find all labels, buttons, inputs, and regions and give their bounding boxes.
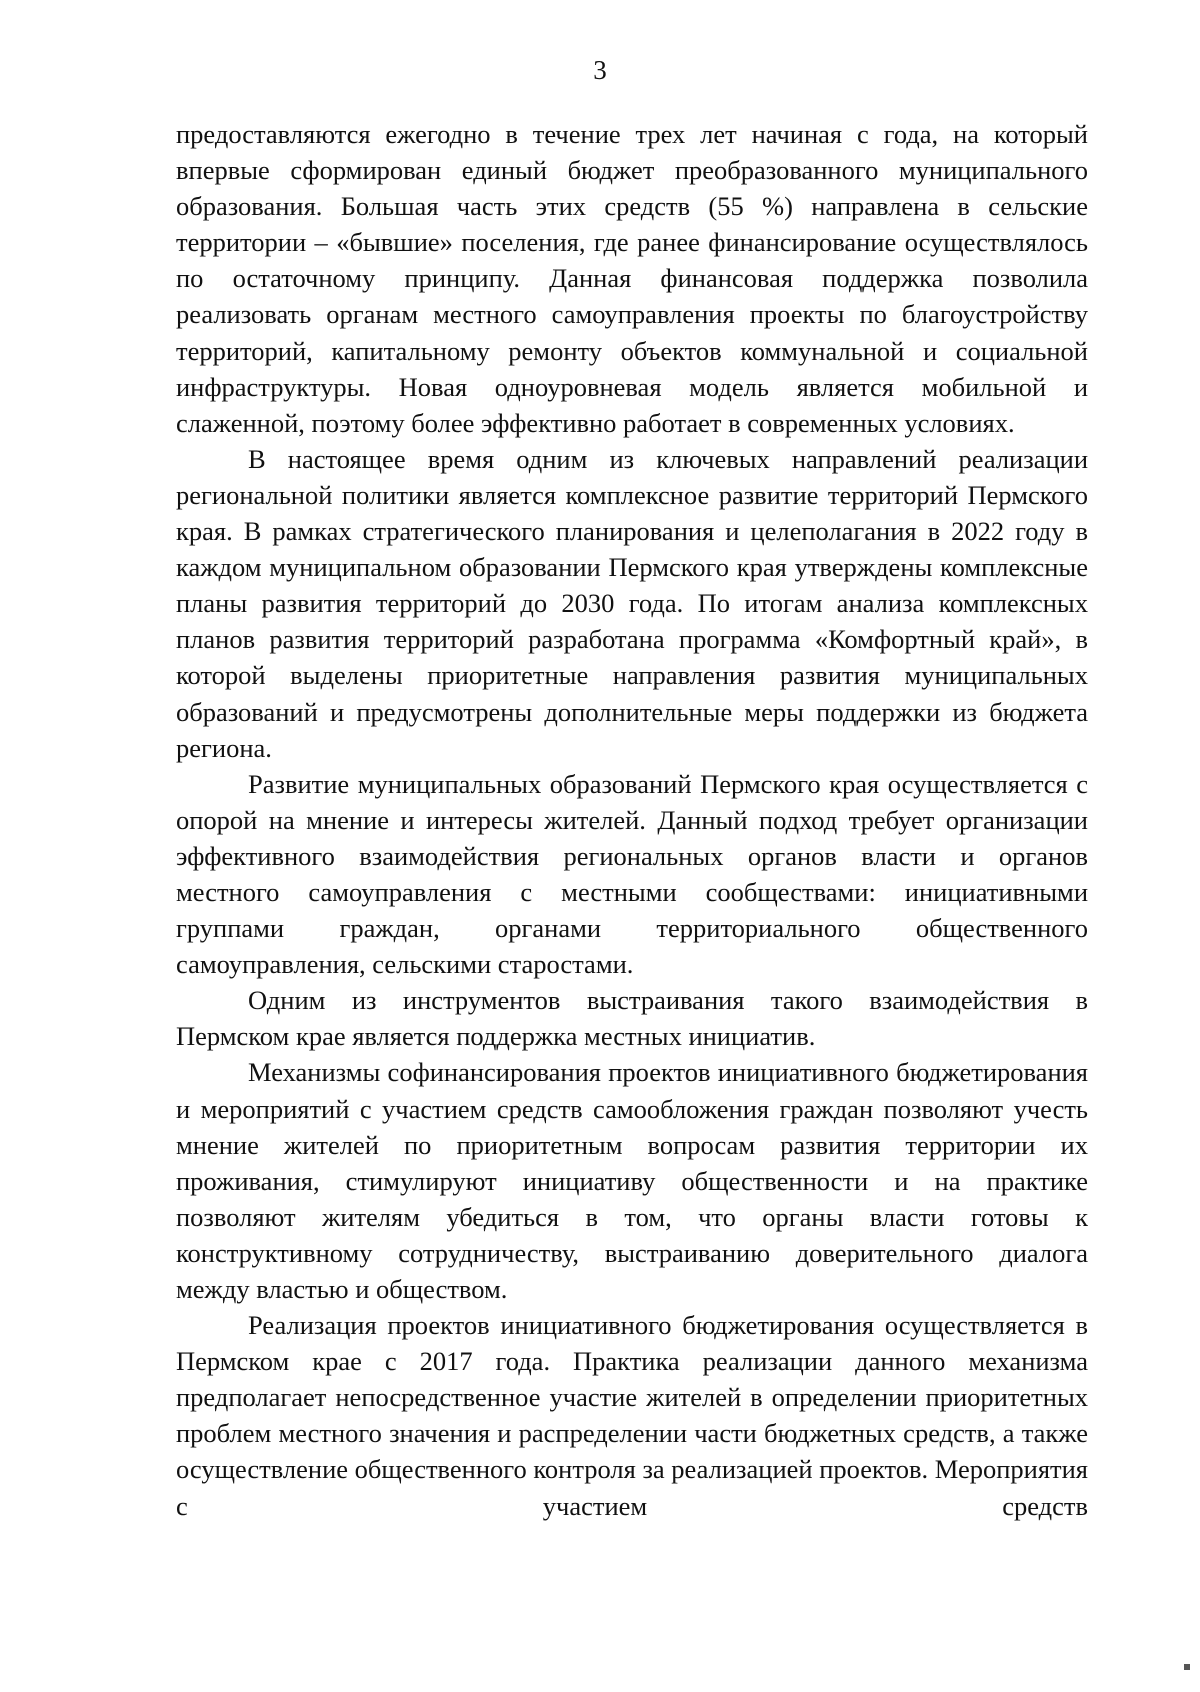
paragraph-initiative-budgeting: Реализация проектов инициативного бюджетирования осуществляется в Пермском крае с 2017 года. Практика реализации данного механизма предполагает непосредственное участие жителей в определении приоритетных проблем местного значения и распределении части бюджетных средств, а также осуществление общественного контроля за реализацией проектов. Мероприятия с участием средств [176, 1310, 1088, 1521]
paragraph-cofinancing: Механизмы софинансирования проектов инициативного бюджетирования и мероприятий с участием средств самообложения граждан позволяют учесть мнение жителей по приоритетным вопросам развития территории их проживания, стимулируют инициативу общественности и на практике позволяют жителям убедиться в том, что органы власти готовы к конструктивному сотрудничеству, выстраиванию доверительного диалога между властью и обществом. [176, 1057, 1088, 1304]
page-number: 3 [593, 55, 607, 85]
paragraph-residents-opinion: Развитие муниципальных образований Пермского края осуществляется с опорой на мнение и интересы жителей. Данный подход требует организации эффективного взаимодействия региональных органов власти и органов местного самоуправления с местными сообществами: инициативными группами граждан, органами территориального общественного самоуправления, сельскими старостами. [176, 768, 1088, 980]
paragraph-local-initiatives: Одним из инструментов выстраивания такого взаимодействия в Пермском крае является поддержка местных инициатив. [176, 985, 1088, 1052]
document-body [176, 116, 1088, 1524]
paragraph-regional-policy: В настоящее время одним из ключевых направлений реализации региональной политики является комплексное развитие территорий Пермского края. В рамках стратегического планирования и целеполагания в 2022 году в каждом муниципальном образовании Пермского края утверждены комплексные планы развития территорий до 2030 года. По итогам анализа комплексных планов развития территорий разработана программа «Комфортный край», в которой выделены приоритетные направления развития муниципальных образований и предусмотрены дополнительные меры поддержки из бюджета региона. [176, 443, 1088, 763]
scan-corner-mark [1184, 1664, 1190, 1670]
paragraph-continuation: предоставляются ежегодно в течение трех лет начиная с года, на который впервые сформирован единый бюджет преобразованного муниципального образования. Большая часть этих средств (55 %) направлена в сельские территории – «бывшие» поселения, где ранее финансирование осуществлялось по остаточному принципу. Данная финансовая поддержка позволила реализовать органам местного самоуправления проекты по благоустройству территорий, капитальному ремонту объектов коммунальной и социальной инфраструктуры. Новая одноуровневая модель является мобильной и слаженной, поэтому более эффективно работает в современных условиях. [176, 119, 1088, 438]
